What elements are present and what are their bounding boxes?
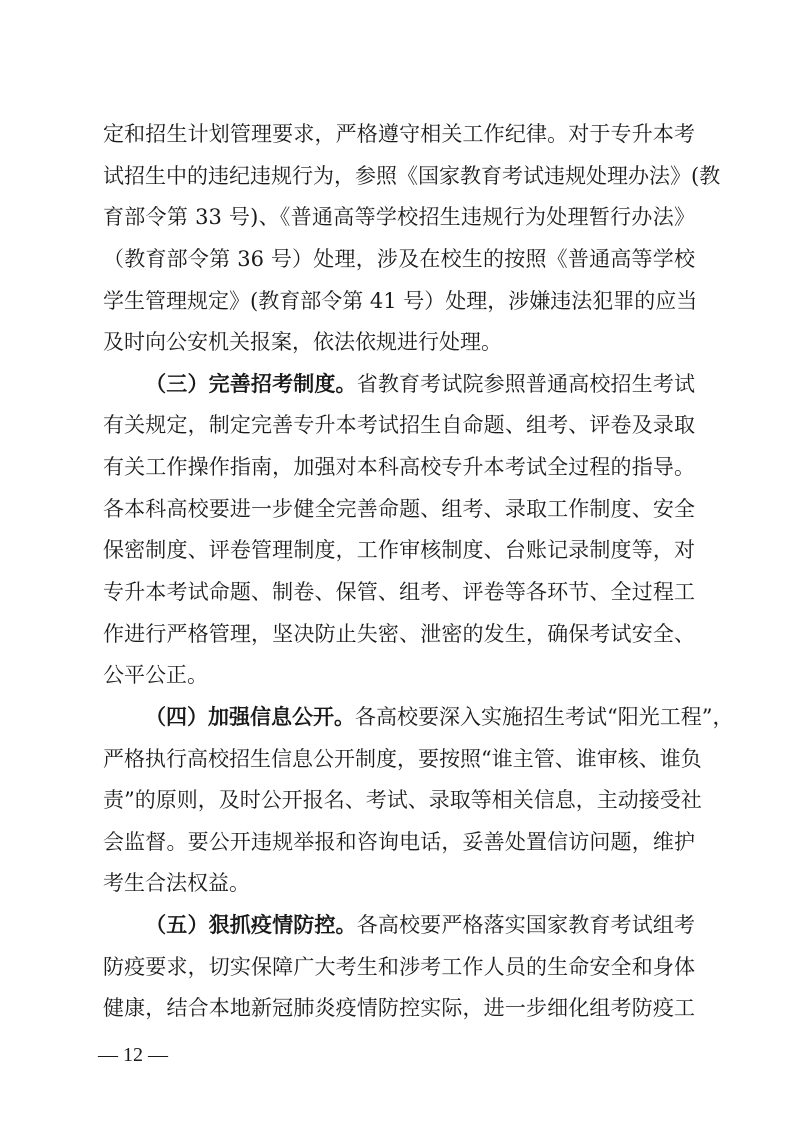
section-heading: （五）狠抓疫情防控。 [145,913,357,938]
text-span: 各高校要严格落实国家教育考试组考 [356,913,696,938]
text-line: 定和招生计划管理要求，严格遵守相关工作纪律。对于专升本考 [103,122,695,146]
section-first-line [103,905,695,947]
text-line: （教育部令第 36 号）处理，涉及在校生的按照《普通高等学校 [103,246,695,271]
section-heading: （四）加强信息公开。 [145,704,355,729]
text-line: 育部令第 33 号)、《普通高等学校招生违规行为处理暂行办法》 [103,205,695,230]
text-line: 学生管理规定》(教育部令第 41 号）处理，涉嫌违法犯罪的应当 [103,288,698,313]
page-number: — 12 — [98,1044,168,1066]
text-line: 防疫要求，切实保障广大考生和涉考工作人员的生命安全和身体 [103,954,695,979]
text-line: 作进行严格管理，坚决防止失密、泄密的发生，确保考试安全、 [103,621,695,646]
text-line: 严格执行高校招生信息公开制度，要按照“谁主管、谁审核、谁负 [103,746,702,771]
text-line: 考生合法权益。 [103,871,250,896]
text-line: 专升本考试命题、制卷、保管、组考、评卷等各环节、全过程工 [103,580,695,604]
text-line: 有关规定，制定完善专升本考试招生自命题、组考、评卷及录取 [103,413,695,438]
text-span: 省教育考试院参照普通高校招生考试 [356,371,696,396]
text-line: 试招生中的违纪违规行为，参照《国家教育考试违规处理办法》(教 [103,163,721,188]
section-first-line [103,364,695,406]
section-heading: （三）完善招考制度。 [145,371,357,396]
section-first-line [103,697,734,739]
text-line: 责”的原则，及时公开报名、考试、录取等相关信息，主动接受社 [103,788,702,813]
text-line: 公平公正。 [103,663,208,688]
text-line: 及时向公安机关报案，依法依规进行处理。 [103,330,502,355]
text-line: 有关工作操作指南，加强对本科高校专升本考试全过程的指导。 [103,455,695,480]
text-span: 各高校要深入实施招生考试“阳光工程”， [355,704,734,729]
text-line: 健康，结合本地新冠肺炎疫情防控实际，进一步细化组考防疫工 [103,996,695,1021]
text-line: 各本科高校要进一步健全完善命题、组考、录取工作制度、安全 [103,496,695,521]
text-line: 会监督。要公开违规举报和咨询电话，妥善处置信访问题，维护 [103,829,695,854]
text-line: 保密制度、评卷管理制度，工作审核制度、台账记录制度等，对 [103,538,695,563]
